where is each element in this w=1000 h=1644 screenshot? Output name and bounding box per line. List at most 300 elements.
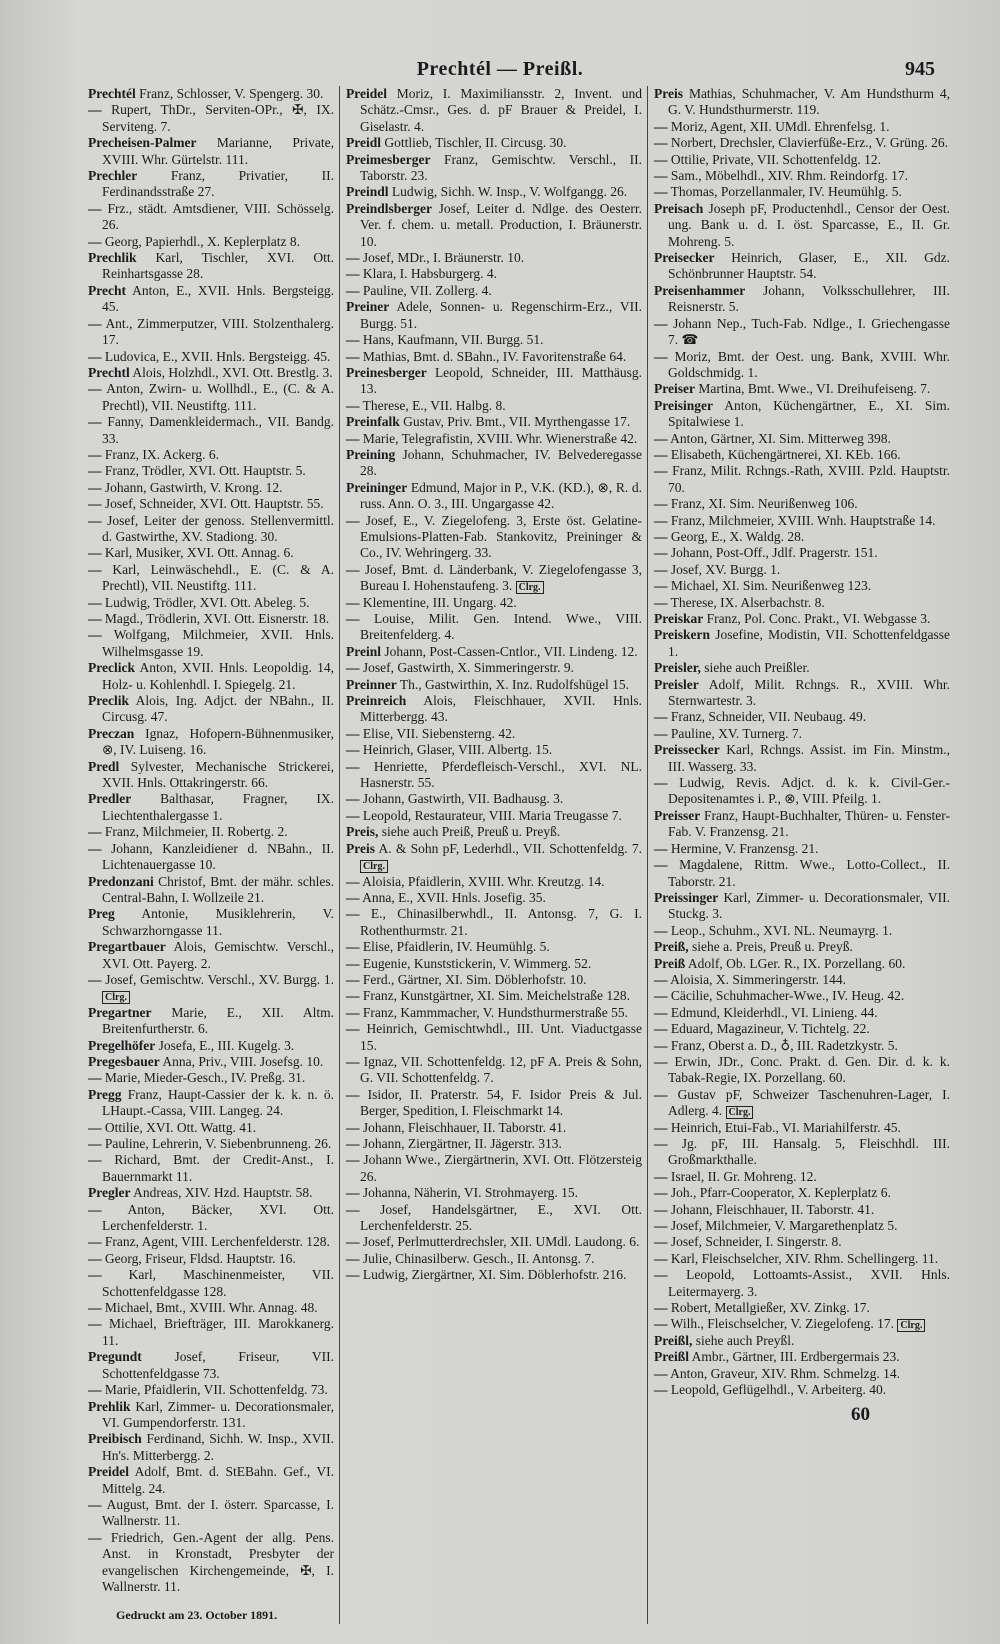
ditto-dash: —	[346, 250, 360, 266]
surname: Preidel	[346, 86, 387, 101]
directory-entry	[346, 86, 642, 135]
entry-details: Anna, Priv., VIII. Josefsg. 10.	[162, 1053, 324, 1069]
entry-details: Josef, XV. Burgg. 1.	[670, 561, 781, 577]
entry-details: Franz, Kunstgärtner, XI. Sim. Meichelstraße 128.	[362, 988, 631, 1004]
directory-entry	[654, 988, 950, 1004]
directory-entry	[88, 135, 334, 168]
ditto-dash: —	[346, 1267, 360, 1283]
entry-details: Josef, Gastwirth, X. Simmeringerstr. 9.	[362, 660, 574, 676]
entry-details: Karl, Rchngs. Assist. im Fin. Minstm., III. Wasserg. 33.	[668, 742, 950, 774]
ditto-dash: —	[346, 1119, 360, 1135]
directory-entry	[654, 972, 950, 988]
surname: Pregartner	[88, 1004, 152, 1020]
ditto-dash: —	[346, 955, 360, 971]
ditto-dash: —	[88, 233, 102, 249]
entry-details: Josef, Milchmeier, V. Margarethenplatz 5.	[670, 1218, 898, 1234]
directory-entry	[346, 1202, 642, 1235]
column-3	[647, 86, 950, 1624]
entry-details: siehe auch Preyßl.	[695, 1332, 795, 1348]
entry-details: Ambr., Gärtner, III. Erdbergermais 23.	[691, 1349, 900, 1365]
entry-details: Johann, Fleischhauer, II. Taborstr. 41.	[670, 1201, 875, 1217]
entry-details: Karl, Musiker, XVI. Ott. Annag. 6.	[104, 545, 294, 561]
directory-entry	[88, 1300, 334, 1316]
entry-details: Franz, Milchmeier, XVIII. Wnh. Hauptstraße 14.	[670, 512, 936, 528]
surname: Preiskar	[654, 611, 704, 626]
entry-details: Ignaz, Hofopern-Bühnenmusiker, ⊗, IV. Luiseng. 16.	[102, 725, 335, 758]
entry-details: Anton, E., XVII. Hnls. Bergsteigg. 45.	[102, 282, 334, 315]
surname: Preisinger	[654, 397, 713, 413]
ditto-dash: —	[88, 561, 102, 577]
ditto-dash: —	[346, 266, 360, 282]
ditto-dash: —	[346, 282, 360, 298]
directory-entry	[654, 135, 950, 151]
surname: Prehlik	[88, 1398, 131, 1414]
entry-details: Josef, Schneider, XVI. Ott. Hauptstr. 55.	[104, 496, 324, 512]
clrg-badge: Clrg.	[516, 581, 544, 594]
directory-entry	[88, 102, 334, 135]
ditto-dash: —	[88, 824, 102, 840]
directory-entry	[654, 742, 950, 775]
ditto-dash: —	[88, 1119, 102, 1135]
directory-entry	[88, 1038, 334, 1054]
ditto-dash: —	[654, 184, 668, 200]
ditto-dash: —	[346, 791, 360, 807]
directory-entry	[654, 611, 950, 627]
entry-details: Karl, Leinwäschehdl., E. (C. & A. Prechtl), VII. Neustiftg. 111.	[102, 561, 334, 594]
ditto-dash: —	[88, 200, 102, 216]
surname: Pregelhöfer	[88, 1037, 156, 1053]
directory-entry	[88, 1399, 334, 1432]
ditto-dash: —	[654, 775, 668, 791]
directory-entry	[654, 808, 950, 841]
entry-details: Fanny, Damenkleidermach., VII. Bandg. 33.	[102, 414, 334, 446]
entry-details: Johann, Kanzleidiener d. NBahn., II. Lichtenauergasse 10.	[102, 840, 334, 873]
surname: Predler	[88, 791, 132, 807]
entry-details: Heinrich, Glaser, E., XII. Gdz. Schönbrunner Hauptstr. 54.	[668, 250, 951, 282]
entry-details: Karl, Zimmer- u. Decorationsmaler, VI. Gumpendorferstr. 131.	[102, 1398, 334, 1430]
entry-details: Friedrich, Gen.-Agent der allg. Pens. Anst. in Kronstadt, Presbyter der evangelischen Kirchengemeinde, ✠, I. Wallnerstr. 11.	[102, 1529, 334, 1594]
entry-details: Anton, Gärtner, XI. Sim. Mitterweg 398.	[670, 430, 891, 446]
ditto-dash: —	[88, 1267, 102, 1283]
directory-entry	[654, 660, 950, 676]
directory-entry	[346, 611, 642, 644]
surname: Predonzani	[88, 873, 154, 889]
entry-details: Hans, Kaufmann, VII. Burgg. 51.	[362, 332, 544, 348]
ditto-dash: —	[346, 873, 360, 889]
entry-details: Josef, Handelsgärtner, E., XVI. Ott. Lerchenfelderstr. 25.	[360, 1201, 642, 1234]
entry-details: Marie, Telegrafistin, XVIII. Whr. Wienerstraße 42.	[362, 430, 638, 446]
ditto-dash: —	[654, 1218, 668, 1234]
directory-entry	[654, 283, 950, 316]
entry-details: Josef, Gemischtw. Verschl., XV. Burgg. 1.	[105, 971, 334, 987]
directory-entry	[346, 841, 642, 874]
entry-details: Anton, Küchengärtner, E., XI. Sim. Spitalwiese 1.	[668, 397, 951, 430]
surname: Preis,	[346, 824, 379, 840]
directory-entry	[88, 1120, 334, 1136]
directory-entry	[654, 1120, 950, 1136]
directory-entry	[346, 250, 642, 266]
directory-entry	[88, 1251, 334, 1267]
entry-details: Marie, Pfaidlerin, VII. Schottenfeldg. 73.	[104, 1382, 328, 1398]
directory-entry	[88, 496, 334, 512]
entry-details: Leopold, Geflügelhdl., V. Arbeiterg. 40.	[670, 1382, 887, 1398]
entry-details: Franz, IX. Ackerg. 6.	[104, 446, 219, 462]
entry-details: Antonie, Musiklehrerin, V. Schwarzhorngasse 11.	[102, 906, 334, 938]
directory-entry	[654, 1300, 950, 1316]
entry-details: Sylvester, Mechanische Strickerei, XVII. Hnls. Ottakringerstr. 66.	[102, 758, 334, 791]
entry-details: Johann, Ziergärtner, II. Jägerstr. 313.	[362, 1136, 562, 1151]
entry-details: Johann, Post-Off., Jdlf. Pragerstr. 151.	[670, 545, 878, 561]
entry-details: Elisabeth, Küchengärtnerei, XI. KEb. 166.	[670, 446, 901, 462]
directory-entry	[346, 447, 642, 480]
column-1-entries	[88, 86, 334, 1595]
entry-details: Anton, Bäcker, XVI. Ott. Lerchenfelderstr. 1.	[102, 1201, 334, 1234]
directory-entry	[654, 857, 950, 890]
surname: Preiß,	[654, 939, 689, 955]
directory-entry	[654, 1218, 950, 1234]
entry-details: Pauline, XV. Turnerg. 7.	[670, 725, 803, 741]
ditto-dash: —	[654, 1168, 668, 1184]
directory-entry	[346, 595, 642, 611]
entry-details: Klara, I. Habsburgerg. 4.	[362, 266, 497, 282]
entry-details: Michael, Briefträger, III. Marokkanerg. 11.	[102, 1316, 334, 1348]
directory-entry	[346, 956, 642, 972]
surname: Pregler	[88, 1185, 131, 1201]
directory-entry	[654, 1382, 950, 1398]
entry-details: Magdalene, Rittm. Wwe., Lotto-Collect., II. Taborstr. 21.	[668, 857, 950, 889]
surname: Preisach	[654, 200, 704, 216]
ditto-dash: —	[88, 545, 102, 561]
entry-details: Israel, II. Gr. Mohreng. 12.	[670, 1168, 817, 1184]
entry-details: Joseph pF, Productenhdl., Censor der Oest. ung. Bank u. d. I. öst. Sparcasse, E., II. Gr. Mohreng. 5.	[668, 200, 950, 249]
entry-details: Heinrich, Glaser, VIII. Albertg. 15.	[362, 742, 553, 758]
entry-details: Thomas, Porzellanmaler, IV. Heumühlg. 5.	[670, 184, 902, 200]
surname: Prechler	[88, 168, 138, 184]
columns	[88, 86, 950, 1624]
surname: Preindlsberger	[346, 200, 432, 216]
ditto-dash: —	[346, 348, 360, 364]
entry-details: Elise, Pfaidlerin, IV. Heumühlg. 5.	[362, 939, 550, 955]
entry-details: Wilh., Fleischselcher, V. Ziegelofeng. 17.	[670, 1316, 895, 1332]
entry-details: Josef, Bmt. d. Länderbank, V. Ziegelofengasse 3, Bureau I. Hohenstaufeng. 3.	[360, 561, 642, 594]
directory-entry	[88, 1136, 334, 1152]
directory-entry	[88, 1185, 334, 1201]
entry-details: Karl, Maschinenmeister, VII. Schottenfeldgasse 128.	[102, 1267, 334, 1299]
entry-details: Anna, E., XVII. Hnls. Josefig. 35.	[362, 889, 546, 905]
directory-entry	[88, 1349, 334, 1382]
ditto-dash: —	[88, 512, 102, 528]
ditto-dash: —	[654, 1119, 668, 1135]
directory-entry	[654, 1038, 950, 1054]
directory-entry	[346, 824, 642, 840]
directory-entry	[88, 201, 334, 234]
surname: Preibisch	[88, 1431, 142, 1447]
directory-entry	[654, 398, 950, 431]
entry-details: Franz, Milchmeier, II. Robertg. 2.	[104, 824, 288, 840]
directory-entry	[88, 1070, 334, 1086]
directory-entry	[346, 135, 642, 151]
entry-details: Leopold, Restaurateur, VIII. Maria Treugasse 7.	[362, 807, 622, 823]
directory-entry	[346, 808, 642, 824]
directory-entry	[654, 119, 950, 135]
entry-details: Josef, Perlmutterdrechsler, XII. UMdl. Laudong. 6.	[362, 1234, 640, 1250]
entry-details: Georg, Papierhdl., X. Keplerplatz 8.	[104, 233, 300, 249]
surname: Preissinger	[654, 889, 719, 905]
surname: Preinreich	[346, 693, 407, 709]
clrg-badge: Clrg.	[360, 860, 388, 873]
entry-details: Leopold, Schneider, III. Matthäusg. 13.	[360, 364, 642, 397]
entry-details: Georg, E., X. Waldg. 28.	[670, 528, 805, 544]
directory-entry	[654, 1333, 950, 1349]
entry-details: August, Bmt. der I. österr. Sparcasse, I. Wallnerstr. 11.	[102, 1496, 334, 1529]
surname: Preinner	[346, 676, 397, 692]
directory-entry	[346, 562, 642, 595]
entry-details: Ludwig, Trödler, XVI. Ott. Abeleg. 5.	[104, 594, 310, 610]
entry-details: Henriette, Pferdefleisch-Verschl., XVI. NL. Hasnerstr. 55.	[360, 758, 643, 791]
directory-entry	[654, 939, 950, 955]
directory-entry	[88, 86, 334, 102]
ditto-dash: —	[654, 348, 668, 364]
directory-entry	[88, 365, 334, 381]
entry-details: Johann Nep., Tuch-Fab. Ndlge., I. Griechengasse 7. ☎	[668, 315, 951, 348]
ditto-dash: —	[346, 1136, 360, 1151]
ditto-dash: —	[346, 758, 360, 774]
entry-details: Franz, Gemischtw. Verschl., II. Taborstr. 23.	[360, 151, 642, 184]
directory-entry	[346, 693, 642, 726]
entry-details: Adele, Sonnen- u. Regenschirm-Erz., VII. Burgg. 51.	[360, 299, 642, 331]
entry-details: Leopold, Lottoamts-Assist., XVII. Hnls. Leitermayerg. 3.	[668, 1267, 950, 1299]
directory-entry	[346, 349, 642, 365]
directory-entry	[88, 283, 334, 316]
surname: Precht	[88, 282, 126, 298]
directory-entry	[654, 168, 950, 184]
directory-entry	[654, 578, 950, 594]
entry-details: Magd., Trödlerin, XVI. Ott. Eisnerstr. 18.	[104, 611, 330, 626]
directory-entry	[654, 1021, 950, 1037]
directory-entry	[346, 398, 642, 414]
entry-details: Andreas, XIV. Hzd. Hauptstr. 58.	[133, 1185, 313, 1201]
entry-details: Ferd., Gärtner, XI. Sim. Döblerhofstr. 10.	[362, 971, 587, 987]
entry-details: Franz, Oberst a. D., ♁, III. Radetzkystr. 5.	[670, 1037, 898, 1053]
surname: Preg	[88, 906, 115, 922]
ditto-dash: —	[654, 1234, 668, 1250]
entry-details: Josef, Schneider, I. Singerstr. 8.	[670, 1234, 842, 1250]
ditto-dash: —	[654, 922, 668, 938]
ditto-dash: —	[654, 1267, 668, 1283]
entry-details: Karl, Fleischselcher, XIV. Rhm. Schellingerg. 11.	[670, 1250, 939, 1266]
surname: Pregartbauer	[88, 939, 166, 955]
directory-entry	[88, 234, 334, 250]
entry-details: Julie, Chinasilberw. Gesch., II. Antonsg. 7.	[362, 1250, 595, 1266]
directory-entry	[654, 709, 950, 725]
ditto-dash: —	[654, 168, 668, 184]
directory-entry	[654, 349, 950, 382]
entry-details: Franz, Pol. Conc. Prakt., VI. Webgasse 3.	[706, 611, 931, 626]
ditto-dash: —	[654, 1250, 668, 1266]
surname: Pregundt	[88, 1349, 142, 1365]
entry-details: Moriz, I. Maximiliansstr. 2, Invent. und Schätz.-Cmsr., Ges. d. pF Brauer & Preidel, I. Giselastr. 4.	[360, 86, 643, 134]
entry-details: Franz, Milit. Rchngs.-Rath, XVIII. Pzld. Hauptstr. 70.	[668, 463, 950, 495]
directory-entry	[654, 201, 950, 250]
directory-entry	[346, 759, 642, 792]
ditto-dash: —	[346, 1004, 360, 1020]
ditto-dash: —	[654, 1300, 668, 1316]
ditto-dash: —	[88, 840, 102, 856]
directory-entry	[88, 513, 334, 546]
surname: Preiskern	[654, 627, 710, 643]
surname: Preinesberger	[346, 364, 427, 380]
directory-entry	[654, 956, 950, 972]
ditto-dash: —	[88, 496, 102, 512]
directory-entry	[346, 480, 642, 513]
ditto-dash: —	[346, 971, 360, 987]
entry-details: Johann, Post-Cassen-Cntlor., VII. Lindeng. 12.	[384, 643, 638, 659]
directory-entry	[88, 939, 334, 972]
surname: Predl	[88, 758, 120, 774]
directory-entry	[654, 1054, 950, 1087]
surname: Preining	[346, 446, 396, 462]
entry-details: Elise, VII. Siebensterng. 42.	[362, 725, 516, 741]
print-date: Gedruckt am 23. October 1891.	[116, 1608, 278, 1623]
clrg-badge: Clrg.	[897, 1319, 925, 1332]
directory-entry	[88, 1382, 334, 1398]
directory-entry	[88, 972, 334, 1005]
entry-details: Ludwig, Sichh. W. Insp., V. Wolfgangg. 26.	[391, 184, 628, 200]
entry-details: Georg, Friseur, Fldsd. Hauptstr. 16.	[104, 1250, 296, 1266]
entry-details: Hermine, V. Franzensg. 21.	[670, 840, 819, 856]
surname: Preininger	[346, 479, 408, 495]
ditto-dash: —	[88, 381, 102, 397]
directory-entry	[88, 1087, 334, 1120]
ditto-dash: —	[346, 1086, 360, 1102]
entry-details: Sam., Möbelhdl., XIV. Rhm. Reindorfg. 17.	[670, 168, 908, 184]
directory-entry	[88, 693, 334, 726]
surname: Preinl	[346, 643, 381, 659]
ditto-dash: —	[346, 906, 360, 922]
column-3-entries	[654, 86, 950, 1399]
page-header-title: Prechtél — Preißl.	[416, 58, 584, 80]
directory-entry	[346, 1087, 642, 1120]
directory-entry	[88, 627, 334, 660]
entry-details: E., Chinasilberwhdl., II. Antonsg. 7, G. I. Rothenthurmstr. 21.	[360, 906, 643, 938]
entry-details: Franz, Kammmacher, V. Hundsthurmerstraße 55.	[362, 1004, 629, 1020]
entry-details: Ant., Zimmerputzer, VIII. Stolzenthalerg. 17.	[102, 315, 334, 348]
ditto-dash: —	[654, 1382, 668, 1398]
ditto-dash: —	[346, 988, 360, 1004]
entry-details: Therese, IX. Alserbachstr. 8.	[670, 594, 825, 610]
ditto-dash: —	[88, 414, 102, 430]
directory-entry	[346, 742, 642, 758]
directory-entry	[346, 890, 642, 906]
ditto-dash: —	[654, 135, 668, 151]
column-2-entries	[346, 86, 642, 1284]
directory-entry	[346, 660, 642, 676]
ditto-dash: —	[346, 1234, 360, 1250]
entry-details: Johann, Volksschullehrer, III. Reisnerstr. 5.	[668, 282, 950, 315]
entry-details: Karl, Tischler, XVI. Ott. Reinhartsgasse 28.	[102, 250, 334, 282]
entry-details: Michael, Bmt., XVIII. Whr. Annag. 48.	[104, 1300, 318, 1316]
entry-details: Anton, Graveur, XIV. Rhm. Schmelzg. 14.	[670, 1365, 900, 1381]
ditto-dash: —	[346, 1250, 360, 1266]
page-number: 945	[905, 58, 935, 80]
directory-entry	[88, 381, 334, 414]
directory-entry	[88, 611, 334, 627]
surname: Preisenhammer	[654, 282, 746, 298]
ditto-dash: —	[346, 889, 360, 905]
entry-details: Eduard, Magazineur, V. Tichtelg. 22.	[670, 1021, 870, 1037]
directory-entry	[346, 414, 642, 430]
directory-entry	[88, 349, 334, 365]
entry-details: Richard, Bmt. der Credit-Anst., I. Bauernmarkt 11.	[102, 1152, 335, 1184]
directory-entry	[88, 1202, 334, 1235]
entry-details: Aloisia, X. Simmeringerstr. 144.	[670, 971, 847, 987]
ditto-dash: —	[346, 742, 360, 758]
directory-entry	[654, 1087, 950, 1120]
entry-details: Michael, XI. Sim. Neurißenweg 123.	[670, 578, 872, 594]
surname: Preißl,	[654, 1332, 693, 1348]
entry-details: Edmund, Major in P., V.K. (KD.), ⊗, R. d. russ. Ann. O. 3., III. Ungargasse 42.	[360, 479, 643, 512]
ditto-dash: —	[654, 971, 668, 987]
ditto-dash: —	[346, 1185, 360, 1201]
entry-details: Johann, Gastwirth, VII. Badhausg. 3.	[362, 791, 564, 807]
directory-entry	[654, 1169, 950, 1185]
ditto-dash: —	[88, 1152, 102, 1168]
directory-entry	[346, 332, 642, 348]
column-2	[339, 86, 647, 1624]
ditto-dash: —	[346, 611, 360, 626]
entry-details: Franz, Haupt-Buchhalter, Thüren- u. Fenster-Fab. V. Franzensg. 21.	[668, 807, 951, 840]
entry-details: Gustav pF, Schweizer Taschenuhren-Lager, I. Adlerg. 4.	[668, 1086, 950, 1119]
directory-entry	[346, 906, 642, 939]
directory-entry	[88, 759, 334, 792]
entry-details: Johanna, Näherin, VI. Strohmayerg. 15.	[362, 1185, 578, 1201]
surname: Prechlik	[88, 250, 137, 266]
directory-entry	[654, 1185, 950, 1201]
entry-details: Johann, Fleischhauer, II. Taborstr. 41.	[362, 1119, 567, 1135]
entry-details: Josef, Leiter d. Ndlge. des Oesterr. Ver. f. chem. u. metall. Production, I. Bräunerstr. 10.	[360, 200, 642, 249]
directory-entry	[654, 1136, 950, 1169]
entry-details: Louise, Milit. Gen. Intend. Wwe., VIII. Breitenfelderg. 4.	[360, 611, 642, 643]
entry-details: Alois, Holzhdl., XVI. Ott. Brestlg. 3.	[132, 364, 333, 380]
directory-entry	[346, 431, 642, 447]
entry-details: Eugenie, Kunststickerin, V. Wimmerg. 52.	[362, 955, 592, 971]
entry-details: Josef, MDr., I. Bräunerstr. 10.	[362, 250, 525, 266]
directory-entry	[88, 545, 334, 561]
directory-entry	[88, 447, 334, 463]
surname: Preiner	[346, 299, 390, 315]
directory-entry	[654, 627, 950, 660]
directory-entry	[654, 1251, 950, 1267]
directory-entry	[654, 775, 950, 808]
directory-entry	[654, 496, 950, 512]
ditto-dash: —	[346, 807, 360, 823]
directory-entry	[88, 1054, 334, 1070]
entry-details: Cäcilie, Schuhmacher-Wwe., IV. Heug. 42.	[670, 988, 905, 1004]
ditto-dash: —	[654, 545, 668, 561]
directory-entry	[88, 316, 334, 349]
ditto-dash: —	[88, 1234, 102, 1250]
ditto-dash: —	[346, 512, 360, 528]
entry-details: Franz, Privatier, II. Ferdinandsstraße 27.	[102, 168, 334, 200]
directory-entry	[88, 906, 334, 939]
directory-entry	[654, 677, 950, 710]
surname: Prechtél	[88, 86, 136, 101]
entry-details: Christof, Bmt. der mähr. schles. Central-Bahn, I. Wollzeile 21.	[102, 873, 335, 905]
directory-entry	[88, 1234, 334, 1250]
directory-entry	[346, 726, 642, 742]
surname: Preisecker	[654, 250, 715, 266]
entry-details: siehe auch Preiß, Preuß u. Preyß.	[381, 824, 561, 840]
